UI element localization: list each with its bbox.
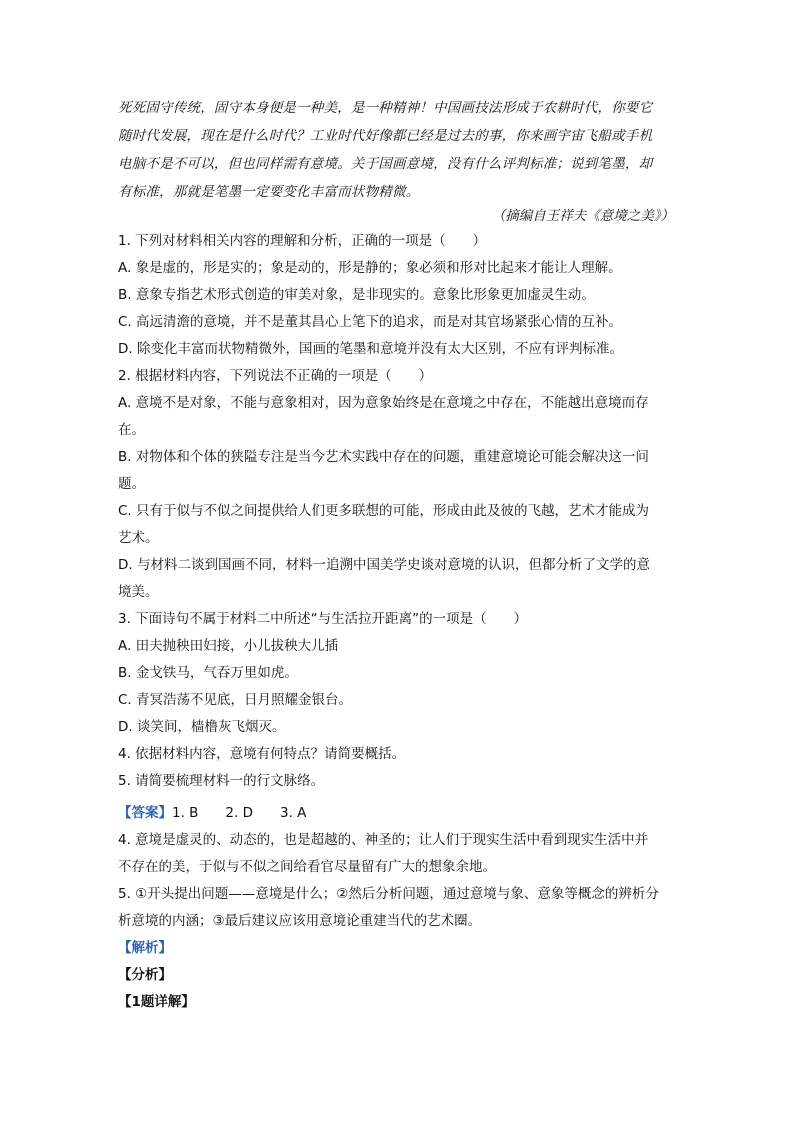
question-1-option-c: C. 高远清澹的意境，并不是董其昌心上笔下的追求，而是对其官场紧张心情的互补。	[118, 314, 623, 330]
question-2-option-d-cont: 境美。	[118, 584, 159, 600]
question-5: 5. 请简要梳理材料一的行文脉络。	[118, 773, 325, 789]
passage-line: 随时代发展，现在是什么时代？工业时代好像都已经是过去的事，你来画宇宙飞船或手机	[118, 128, 653, 144]
passage-line: 有标准，那就是笔墨一定要变化丰富而状物精微。	[118, 184, 420, 200]
answers-section	[118, 800, 678, 1016]
answer-5: 5. ①开头提出问题——意境是什么；②然后分析问题，通过意境与象、意象等概念的辨析分	[118, 886, 659, 902]
answer-4-cont: 不存在的美，于似与不似之间给看官尽量留有广大的想象余地。	[118, 859, 496, 875]
question-2-option-d: D. 与材料二谈到国画不同，材料一追溯中国美学史谈对意境的认识，但都分析了文学的意	[118, 557, 650, 573]
question-2-option-b-cont: 题。	[118, 476, 145, 492]
answer-5-cont: 析意境的内涵；③最后建议应该用意境论重建当代的艺术圈。	[118, 913, 482, 929]
question-3-option-d: D. 谈笑间，樯橹灰飞烟灭。	[118, 719, 286, 735]
question-2-stem: 2. 根据材料内容，下列说法不正确的一项是（ ）	[118, 368, 433, 384]
question-2-option-a: A. 意境不是对象，不能与意象相对，因为意象始终是在意境之中存在，不能越出意境而存	[118, 395, 649, 411]
passage-excerpt	[118, 94, 678, 206]
question-3-stem: 3. 下面诗句不属于材料二中所述“与生活拉开距离”的一项是（ ）	[118, 611, 528, 627]
question-3-option-b: B. 金戈铁马，气吞万里如虎。	[118, 665, 298, 681]
question-3-option-a: A. 田夫抛秧田妇接，小儿拔秧大儿插	[118, 638, 339, 654]
answer-tag: 【答案】	[118, 805, 172, 821]
question-1-detail-heading: 【1题详解】	[118, 994, 195, 1010]
answer-short: 1. B 2. D 3. A	[172, 805, 307, 821]
question-3-option-c: C. 青冥浩荡不见底，日月照耀金银台。	[118, 692, 353, 708]
question-1-option-b: B. 意象专指艺术形式创造的审美对象，是非现实的。意象比形象更加虚灵生动。	[118, 287, 595, 303]
answer-4: 4. 意境是虚灵的、动态的，也是超越的、神圣的；让人们于现实生活中看到现实生活中并	[118, 832, 649, 848]
question-2-option-b: B. 对物体和个体的狭隘专注是当今艺术实践中存在的问题，重建意境论可能会解决这一问	[118, 449, 649, 465]
question-2-option-c: C. 只有于似与不似之间提供给人们更多联想的可能，形成由此及彼的飞越，艺术才能成为	[118, 503, 650, 519]
question-4: 4. 依据材料内容，意境有何特点？请简要概括。	[118, 746, 406, 762]
answer-short-line	[118, 800, 678, 827]
passage-line: 电脑不是不可以，但也同样需有意境。关于国画意境，没有什么评判标准；说到笔墨，却	[118, 156, 653, 172]
question-2-option-a-cont: 在。	[118, 422, 145, 438]
question-1-option-a: A. 象是虚的，形是实的；象是动的，形是静的；象必须和形对比起来才能让人理解。	[118, 260, 622, 276]
question-1-option-d: D. 除变化丰富而状物精微外，国画的笔墨和意境并没有太大区别，不应有评判标准。	[118, 341, 623, 357]
question-2-option-c-cont: 艺术。	[118, 530, 159, 546]
citation: （摘编自王祥夫《意境之美》）	[491, 208, 674, 224]
question-1-stem: 1. 下列对材料相关内容的理解和分析，正确的一项是（ ）	[118, 233, 487, 249]
fenxi-heading: 【分析】	[118, 967, 172, 983]
analysis-tag: 【解析】	[118, 940, 172, 956]
questions-section	[118, 228, 678, 795]
passage-line: 死死固守传统，固守本身便是一种美，是一种精神！中国画技法形成于农耕时代，你要它	[118, 100, 653, 116]
